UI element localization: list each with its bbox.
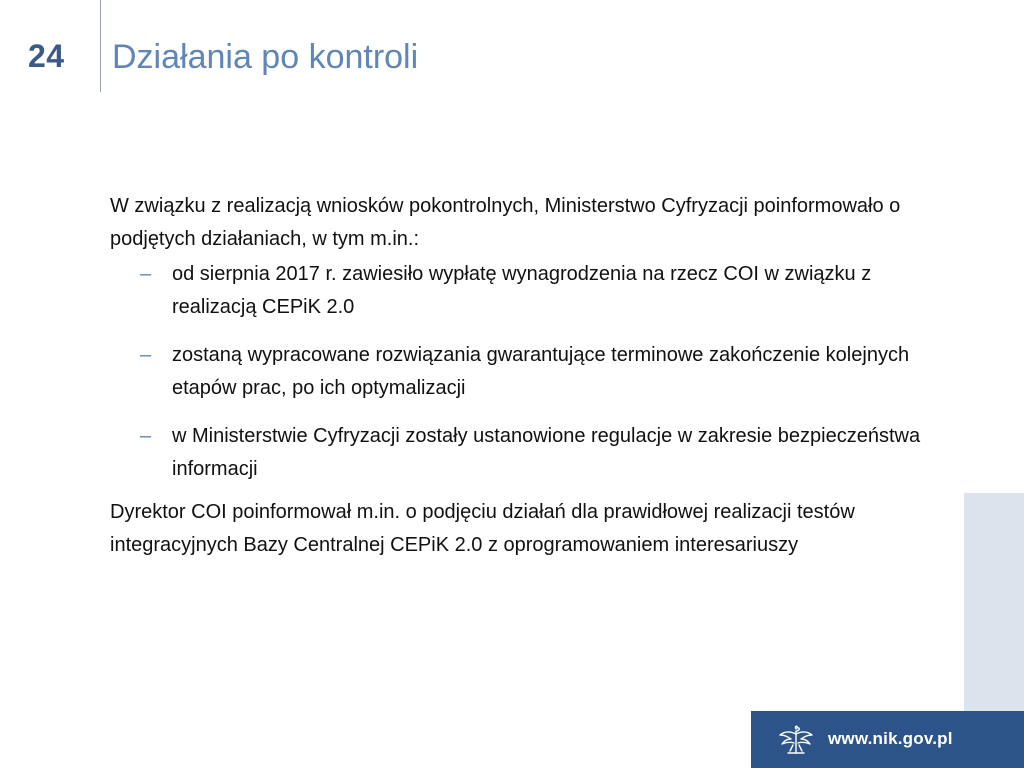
footer-url-link[interactable]: www.nik.gov.pl	[828, 729, 953, 748]
nik-eagle-logo-icon	[776, 723, 816, 757]
slide-content	[110, 190, 930, 562]
bullet-text: od sierpnia 2017 r. zawiesiło wypłatę wynagrodzenia na rzecz COI w związku z realizacją CEPiK 2.0	[172, 263, 872, 318]
intro-paragraph: W związku z realizacją wniosków pokontrolnych, Ministerstwo Cyfryzacji poinformowało o podjętych działaniach, w tym m.in.:	[110, 195, 901, 250]
dash-icon: –	[140, 344, 152, 366]
bullet-item	[110, 420, 930, 486]
header-divider	[100, 0, 101, 92]
bullet-text: w Ministerstwie Cyfryzacji zostały ustanowione regulacje w zakresie bezpieczeństwa informacji	[172, 425, 921, 480]
decorative-side-band	[964, 493, 1024, 711]
bullet-text: zostaną wypracowane rozwiązania gwarantujące terminowe zakończenie kolejnych etapów prac, po ich optymalizacji	[172, 344, 910, 399]
dash-icon: –	[140, 425, 152, 447]
bullet-item	[110, 339, 930, 405]
bullet-item	[110, 258, 930, 324]
slide-number: 24	[28, 38, 65, 74]
slide-title: Działania po kontroli	[112, 38, 419, 76]
dash-icon: –	[140, 263, 152, 285]
closing-paragraph: Dyrektor COI poinformował m.in. o podjęciu działań dla prawidłowej realizacji testów integracyjnych Bazy Centralnej CEPiK 2.0 z oprogramowaniem interesariuszy	[110, 501, 855, 556]
bullet-list	[110, 258, 930, 486]
